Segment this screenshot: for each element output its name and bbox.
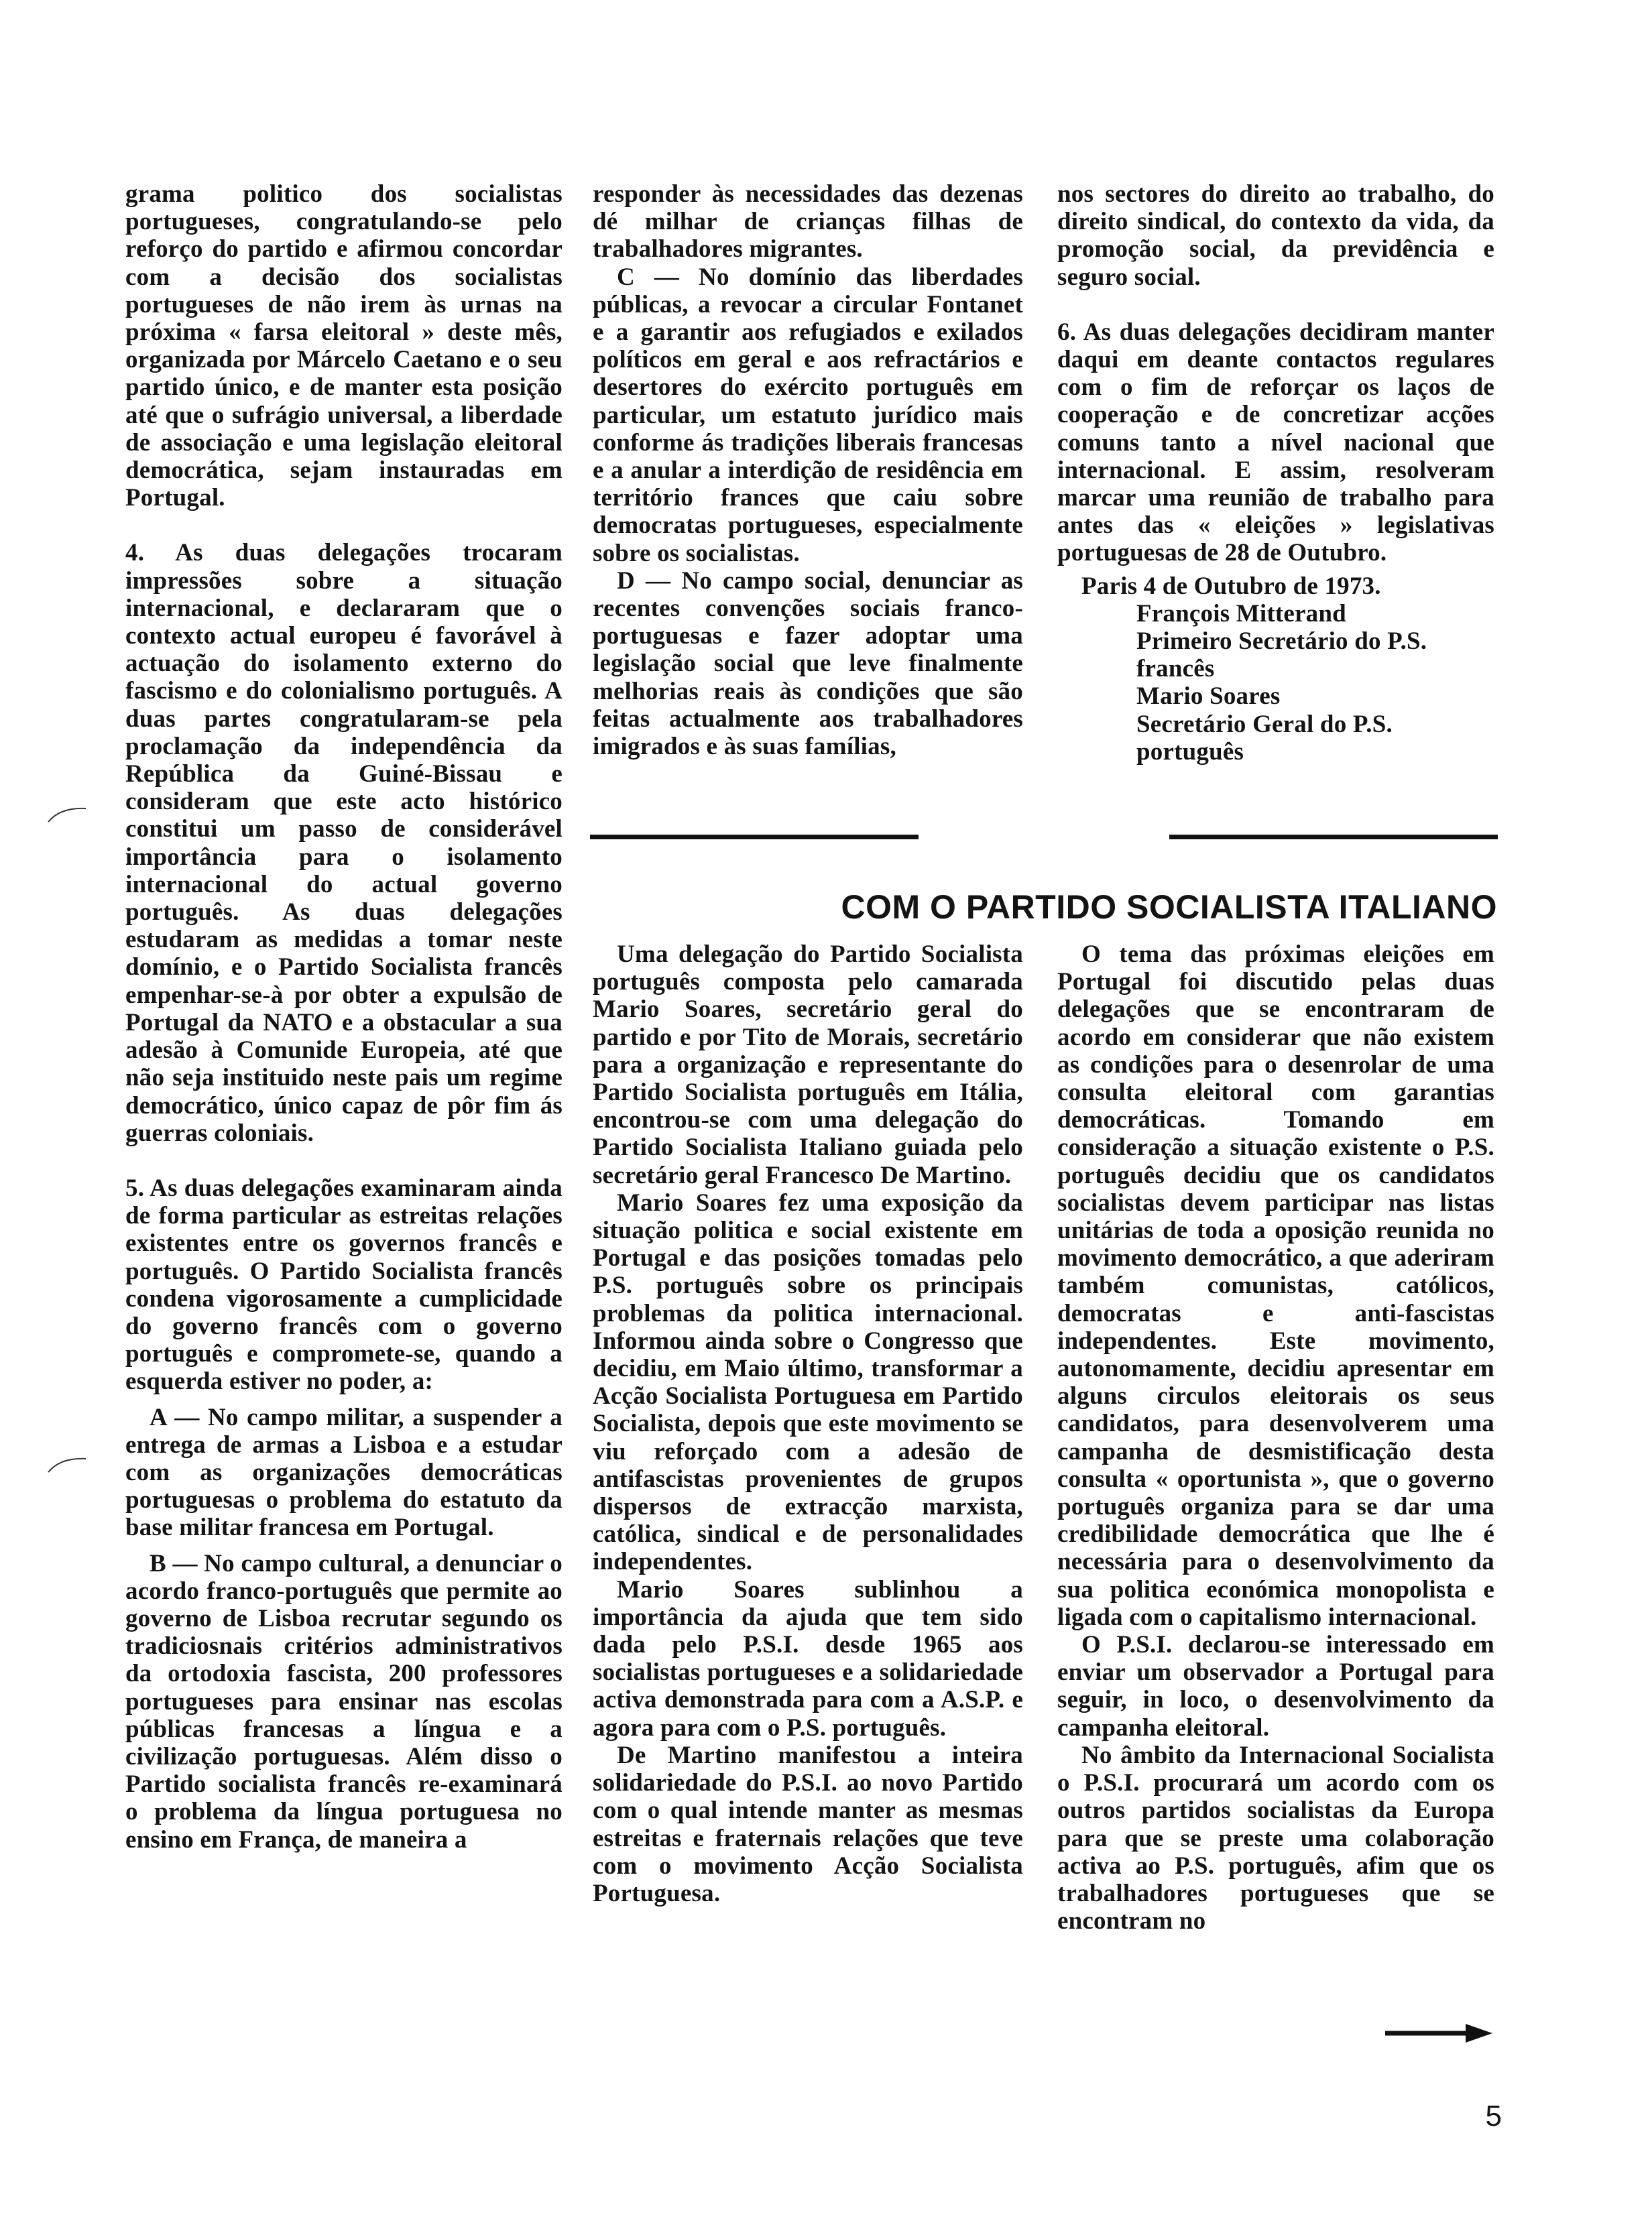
- column-3-top: [1057, 180, 1494, 766]
- paragraph-point-c: C — No domínio das liberdades públicas, a revocar a circular Fontanet e a garantir aos refugiados e exilados políticos em geral e aos refractários e desertores do exército português em particular, um estatuto jurídico mais conforme ás tradições liberais francesas e a anular a interdição de residência em território frances que caiu sobre democratas portugueses, especialmente sobre os socialistas.: [593, 263, 1023, 567]
- paragraph-point-d: D — No campo social, denunciar as recentes convenções sociais franco-portuguesas e fazer adoptar uma legislação social que leve finalmente melhorias reais às condições que são feitas actualmente aos trabalhadores imigrados e às suas famílias,: [593, 566, 1023, 761]
- italian-paragraph-6: O P.S.I. declarou-se interessado em enviar um observador a Portugal para seguir, in loco, o desenvolvimento da campanha eleitoral.: [1057, 1631, 1494, 1742]
- paragraph-point-6: 6. As duas delegações decidiram manter daqui em deante contactos regulares com o fim de reforçar os laços de cooperação e de concretizar acções comuns tanto a nível nacional que internacional. E assim, resolveram marcar uma reunião de trabalho para antes das « eleições » legislativas portuguesas de 28 de Outubro.: [1057, 318, 1494, 567]
- italian-paragraph-1: Uma delegação do Partido Socialista português composta pelo camarada Mario Soares, secretário geral do partido e por Tito de Morais, secretário para a organização e representante do Partido Socialista português em Itália, encontrou-se com uma delegação do Partido Socialista Italiano guiada pelo secretário geral Francesco De Martino.: [593, 941, 1023, 1189]
- paragraph-point-b: B — No campo cultural, a denunciar o acordo franco-português que permite ao governo de Lisboa recrutar segundo os tradiciosnais critérios administrativos da ortodoxia fascista, 200 professores portugueses para ensinar nas escolas públicas francesas a língua e a civilização portuguesas. Além disso o Partido socialista francês re-examinará o problema da língua portuguesa no ensino em França, de maneira a: [125, 1549, 563, 1854]
- italian-paragraph-7: No âmbito da Internacional Socialista o P.S.I. procurará um acordo com os outros partidos socialistas da Europa para que se preste uma colaboração activa ao P.S. português, afim que os trabalhadores portugueses que se encontram no: [1057, 1741, 1494, 1935]
- paragraph-point-5: 5. As duas delegações examinaram ainda de forma particular as estreitas relações existentes entre os governos francês e português. O Partido Socialista francês condena vigorosamente a cumplicidade do governo francês com o governo português e compromete-se, quando a esquerda estiver no poder, a:: [125, 1174, 563, 1396]
- section-headline: COM O PARTIDO SOCIALISTA ITALIANO: [841, 888, 1497, 926]
- italian-paragraph-2: Mario Soares fez uma exposição da situação politica e social existente em Portugal e das posições tomadas pelo P.S. português sobre os principais problemas da politica internacional. Informou ainda sobre o Congresso que decidiu, em Maio último, transformar a Acção Socialista Portuguesa em Partido Socialista, depois que este movimento se viu reforçado com a adesão de antifascistas provenientes de grupos dispersos de extracção marxista, católica, sindical e de personalidades independentes.: [593, 1189, 1023, 1576]
- rule-left: [590, 835, 919, 839]
- paragraph-d-continuation: nos sectores do direito ao trabalho, do direito sindical, do contexto da vida, da promoção social, da previdência e seguro social.: [1057, 180, 1494, 291]
- column-2-bottom: [593, 941, 1023, 1907]
- page-number: 5: [1485, 2100, 1502, 2132]
- scan-mark-icon: [47, 804, 87, 825]
- paragraph-point-4: 4. As duas delegações trocaram impressões sobre a situação internacional, e declararam que o contexto actual europeu é favorável à actuação do isolamento externo do fascismo e do colonialismo português. A duas partes congratularam-se pela proclamação da independência da República da Guiné-Bissau e consideram que este acto histórico constitui um passo de considerável importância para o isolamento internacional do actual governo português. As duas delegações estudaram as medidas a tomar neste domínio, e o Partido Socialista francês empenhar-se-à por obter a expulsão de Portugal da NATO e a obstacular a sua adesão à Comunide Europeia, até que não seja instituido neste pais um regime democrático, único capaz de pôr fim ás guerras coloniais.: [125, 539, 563, 1147]
- signer-2-name: Mario Soares: [1136, 682, 1281, 711]
- italian-paragraph-5: O tema das próximas eleições em Portugal foi discutido pelas duas delegações que se encontraram de acordo em considerar que não existem as condições para o desenrolar de uma consulta eleitoral com garantias democráticas. Tomando em consideração a situação existente o P.S. português decidiu que os candidatos socialistas devem participar nas listas unitárias de toda a oposição reunida no movimento democrático, a que aderiram também comunistas, católicos, democratas e anti-fascistas independentes. Este movimento, autonomamente, decidiu apresentar em alguns circulos eleitorais os seus candidatos, para desenvolverem uma campanha de desmistificação desta consulta « oportunista », que o governo português organiza para se dar uma credibilidade democrática que lhe é necessária para o desenvolvimento da sua politica económica monopolista e ligada com o capitalismo internacional.: [1057, 941, 1494, 1631]
- scan-mark-icon: [47, 1455, 87, 1475]
- italian-paragraph-4: De Martino manifestou a inteira solidariedade do P.S.I. ao novo Partido com o qual intende manter as mesmas estreitas e fraternais relações que teve com o movimento Acção Socialista Portuguesa.: [593, 1741, 1023, 1907]
- paragraph-b-continuation: responder às necessidades das dezenas dé milhar de crianças filhas de trabalhadores migrantes.: [593, 180, 1023, 263]
- right-arrow-icon: [1385, 2020, 1492, 2047]
- paragraph-point-a: A — No campo militar, a suspender a entrega de armas a Lisboa e a estudar com as organizações democráticas portuguesas o problema do estatuto da base militar francesa em Portugal.: [125, 1403, 563, 1542]
- paragraph-intro-continuation: grama politico dos socialistas portugueses, congratulando-se pelo reforço do partido e afirmou concordar com a decisão dos socialistas portugueses de não irem às urnas na próxima « farsa eleitoral » deste mês, organizada por Márcelo Caetano e o seu partido único, e de manter esta posição até que o sufrágio universal, a liberdade de associação e uma legislação eleitoral democrática, sejam instauradas em Portugal.: [125, 180, 563, 512]
- italian-paragraph-3: Mario Soares sublinhou a importância da ajuda que tem sido dada pelo P.S.I. desde 1965 aos socialistas portugueses e a solidariedade activa demonstrada para com a A.S.P. e agora para com o P.S. português.: [593, 1575, 1023, 1742]
- column-3-bottom: [1057, 941, 1494, 1935]
- column-1: [125, 180, 563, 1854]
- signer-2-title: Secretário Geral do P.S. português: [1136, 710, 1393, 766]
- signer-1-title: Primeiro Secretário do P.S. francês: [1136, 627, 1427, 683]
- signer-1-name: François Mitterand: [1136, 599, 1346, 627]
- date-line: Paris 4 de Outubro de 1973.: [1081, 572, 1381, 600]
- column-2-top: [593, 180, 1023, 760]
- rule-right: [1169, 835, 1498, 839]
